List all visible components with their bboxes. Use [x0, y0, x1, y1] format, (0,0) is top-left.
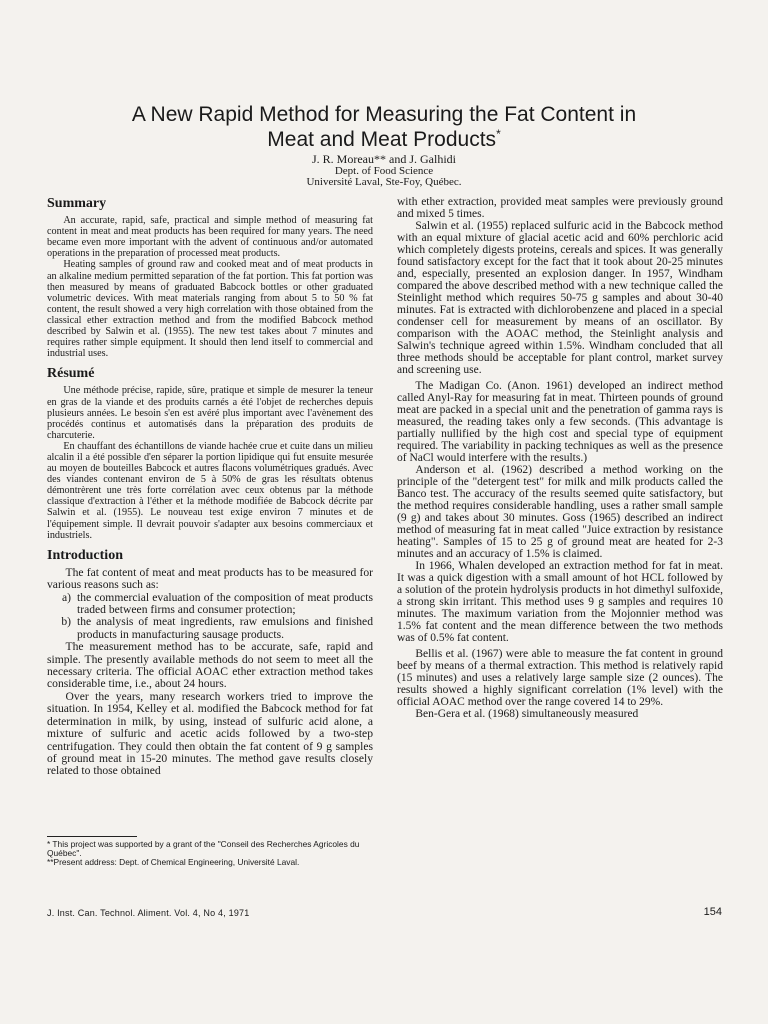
body-paragraph: Bellis et al. (1967) were able to measure the fat content in ground beef by means of a thermal extraction. This method is relatively rapid (15 minutes) and uses a relatively large sample size (2 ounces). The results showed a highly significant correlation (1% level) with the official AOAC method over the range covered 14 to 29%. — [397, 648, 723, 708]
university: Université Laval, Ste-Foy, Québec. — [306, 176, 462, 188]
footnote: **Present address: Dept. of Chemical Engineering, Université Laval. — [47, 857, 300, 868]
title-footnote-mark: * — [496, 127, 501, 141]
intro-paragraph: The measurement method has to be accurate, safe, rapid and simple. The presently available methods do not seem to meet all the necessary criteria. The official AOAC ether extraction method takes considerable time, i.e., about 24 hours. — [47, 640, 373, 691]
page-number: 154 — [703, 906, 722, 918]
department: Dept. of Food Science — [334, 164, 434, 177]
list-item-label: b) — [61, 615, 71, 629]
list-item-text: the commercial evaluation of the composition of meat products traded between firms and consumer protection; — [77, 590, 373, 617]
intro-paragraph: Over the years, many research workers tried to improve the situation. In 1954, Kelley et al. modified the Babcock method for fat determination in milk, by using, instead of sulfuric acid alone, a mixture of sulfuric and acetic acids followed by a two-step centrifugation. They could then obtain the fat content of 9 g samples of ground meat in 15-20 minutes. The method gave results closely related to those obtained — [47, 689, 373, 778]
body-paragraph: In 1966, Whalen developed an extraction method for fat in meat. It was a quick digestion with a small amount of hot HCL followed by a solution of the protein hydrolysis products in hot dimethyl sulfoxide, a strong skin irritant. This method uses 9 g samples and requires 10 minutes. The maximum variation from the Mojonnier method was 1.5% fat content and the mean difference between the two methods was of 0.5% fat content. — [397, 560, 723, 644]
intro-paragraph: The fat content of meat and meat products has to be measured for various reasons such as: — [47, 565, 373, 592]
footnote: * This project was supported by a grant of the "Conseil des Recherches Agricoles du Québec". — [47, 839, 360, 859]
footnotes — [47, 840, 373, 868]
body-paragraph: The Madigan Co. (Anon. 1961) developed an indirect method called Anyl-Ray for measuring fat in meat. Thirteen pounds of ground meat are packed in a special unit and the penetration of gamma rays is measured, the reading takes only a few seconds. (This advantage is partially nullified by the high cost and special type of equipment required. The variability in packing techniques as well as the presence of NaCl would interfere with the results.) — [397, 380, 723, 464]
resume-heading: Résumé — [47, 366, 95, 382]
right-column — [397, 196, 723, 720]
resume-paragraph: En chauffant des échantillons de viande hachée crue et cuite dans un milieu alcalin il a été possible d'en séparer la portion lipidique qui fut ensuite mesurée au moyen de bouteilles Babcock et autres flacons volumétriques gradués. Avec des viandes contenant environ de 5 à 50% de gras les résultats obtenus démontrèrent une très forte corrélation avec ceux obtenus par la méthode classique d'extraction à l'éther et la méthode modifiée de Babcock décrite par Salwin et al. (1955). Le nouveau test exige environ 7 minutes et de l'équipement simple. Il devrait pouvoir s'adapter aux besoins commerciaux et industriels. — [47, 440, 373, 541]
introduction-heading: Introduction — [47, 547, 123, 563]
resume-paragraph: Une méthode précise, rapide, sûre, pratique et simple de mesurer la teneur en gras de la viande et des produits carnés a été l'objet de recherches depuis plusieurs années. Le besoin s'en est avéré plus important avec l'avènement des procédés continus et automatisés dans la préparation des produits de charcuterie. — [47, 385, 373, 441]
paper-title — [40, 102, 728, 152]
continued-paragraph: with ether extraction, provided meat samples were previously ground and mixed 5 times. — [397, 196, 723, 220]
left-column — [47, 196, 373, 778]
title-line-1: A New Rapid Method for Measuring the Fat Content in — [131, 103, 637, 126]
authors: J. R. Moreau** and J. Galhidi — [312, 152, 456, 166]
list-item-text: the analysis of meat ingredients, raw emulsions and finished products in manufacturing sausage products. — [77, 615, 373, 641]
journal-reference: J. Inst. Can. Technol. Aliment. Vol. 4, No 4, 1971 — [47, 908, 250, 918]
summary-paragraph: Heating samples of ground raw and cooked meat and of meat products in an alkaline medium permitted separation of the fat portion. This fat portion was then measured by means of graduated Babcock bottles or other graduated volumetric devices. With meat materials ranging from about 5 to 50 % fat content, the result showed a very high correlation with those obtained from the classical ether extraction method and from the modified Babcock method described by Salwin et al. (1955). The new test takes about 7 minutes and requires rather simple equipment. It should then lend itself to commercial and industrial uses. — [47, 259, 373, 360]
title-line-2: Meat and Meat Products — [267, 128, 497, 151]
footnote-rule — [47, 836, 137, 837]
list-item — [47, 592, 373, 617]
body-paragraph: Salwin et al. (1955) replaced sulfuric acid in the Babcock method with an equal mixture of glacial acetic acid and 60% perchloric acid which completely digests proteins, cereals and spices. It was generally found satisfactory except for the fact that it took about 20-25 minutes and, especially, presented an explosion danger. In 1957, Windham compared the above described method with a new technique called the Steinlight method which requires 50-75 g samples and about 30-40 minutes. Fat is extracted with dichlorobenzene and placed in a special condenser cell for measurement by means of an oscillator. By comparison with the AOAC method, the Steinlight analysis and Salwin's technique agreed within 1.5%. Windham concluded that all three methods should be acceptable for plant control, market survey and screening use. — [397, 220, 723, 376]
list-item — [47, 616, 373, 641]
summary-heading: Summary — [47, 196, 107, 211]
byline — [150, 154, 618, 189]
list-item-label: a) — [61, 590, 71, 604]
summary-paragraph: An accurate, rapid, safe, practical and simple method of measuring fat content in meat and meat products has been required for many years. The need became even more important with the advent of continuous and/or automated operations in the preparation of processed meat products. — [47, 215, 373, 260]
body-paragraph: Anderson et al. (1962) described a method working on the principle of the "detergent test" for milk and milk products called the Banco test. The accuracy of the results seemed quite satisfactory, but the method requires considerable handling, uses a rather small sample (9 g) and takes about 30 minutes. Goss (1965) described an indirect method of measuring fat in meat called "Juice extraction by resistance heating". Samples of 15 to 25 g of ground meat are heated for 2-3 minutes and an accuracy of 1.5% is claimed. — [397, 464, 723, 560]
body-paragraph: Ben-Gera et al. (1968) simultaneously measured — [415, 708, 639, 720]
